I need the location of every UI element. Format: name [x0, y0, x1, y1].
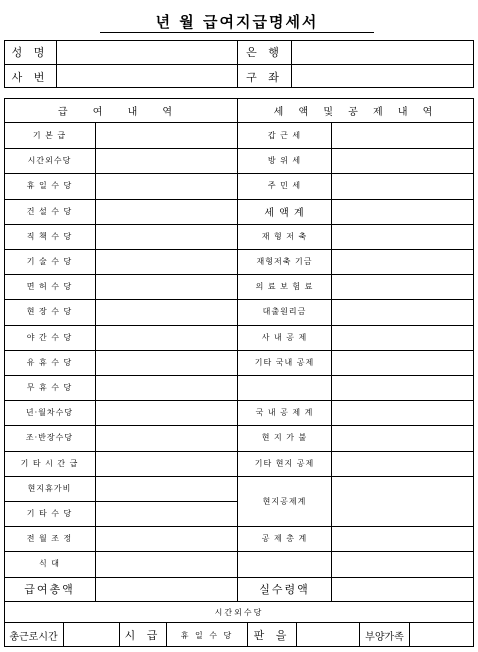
pay-item-label: 건 설 수 당	[26, 207, 73, 216]
pay-item-value[interactable]	[96, 274, 237, 299]
pay-item-label: 기 본 급	[32, 131, 67, 140]
pay-item-label: 기 타 시 간 급	[20, 459, 79, 468]
name-field[interactable]	[57, 40, 237, 64]
deduction-item-label: 기타 현지 공제	[254, 459, 315, 468]
deduction-item-label: 현지공제계	[262, 496, 307, 506]
deduction-item-value[interactable]	[332, 299, 474, 324]
deduction-item-label: 국 내 공 제 계	[255, 408, 314, 417]
deduction-item-label: 재 형 저 축	[261, 232, 308, 241]
total-hours-label: 총근로시간	[9, 631, 58, 643]
deduction-item-label: 주 민 세	[267, 181, 302, 190]
amount-value[interactable]	[297, 623, 359, 647]
total-hours-value[interactable]	[64, 623, 119, 647]
pay-item-label: 식 대	[39, 559, 60, 568]
deduction-item-label: 사 내 공 제	[261, 333, 308, 342]
pay-item-value[interactable]	[96, 375, 237, 400]
gross-pay-value[interactable]	[96, 577, 237, 601]
deduction-item-label: 현 지 가 불	[261, 433, 308, 442]
pay-item-label: 현 장 수 당	[26, 307, 73, 316]
deduction-item-value[interactable]	[332, 325, 474, 350]
deduction-details-header: 세 액 및 공 제 내 역	[273, 106, 439, 118]
deduction-item-value[interactable]	[332, 400, 474, 425]
deduction-item-value[interactable]	[332, 148, 474, 173]
pay-item-label: 야 간 수 당	[26, 333, 73, 342]
pay-item-value[interactable]	[96, 501, 237, 526]
net-pay-label: 실수령액	[259, 583, 310, 596]
table-rule	[237, 551, 474, 552]
account-field[interactable]	[292, 65, 474, 88]
pay-item-value[interactable]	[96, 350, 237, 375]
pay-item-value[interactable]	[96, 224, 237, 249]
employee-number-label: 사 번	[11, 70, 49, 84]
account-label: 구 좌	[246, 70, 283, 84]
pay-details-header: 급 여 내 역	[57, 106, 184, 118]
deduction-item-value[interactable]	[332, 123, 474, 148]
pay-item-value[interactable]	[96, 148, 237, 173]
overtime-section-label: 시간외수당	[214, 607, 264, 617]
net-pay-value[interactable]	[332, 577, 474, 601]
pay-item-label: 면 허 수 당	[26, 282, 73, 291]
gross-pay-label: 급여총액	[24, 583, 75, 596]
document-title: 년 월 급여지급명세서	[100, 12, 374, 33]
amount-label: 판 을	[253, 629, 291, 642]
employee-number-field[interactable]	[57, 65, 237, 88]
pay-item-value[interactable]	[96, 199, 237, 224]
pay-item-label: 직 책 수 당	[26, 232, 73, 241]
deduction-item-label: 갑 근 세	[267, 131, 302, 140]
dependents-value[interactable]	[410, 623, 474, 647]
pay-item-value[interactable]	[96, 299, 237, 324]
deduction-item-label: 공 제 총 계	[261, 534, 308, 543]
pay-item-value[interactable]	[96, 400, 237, 425]
deduction-item-label: 재형저축 기금	[256, 257, 313, 266]
deduction-item-label	[238, 375, 331, 400]
pay-item-label: 현지휴가비	[27, 484, 72, 493]
holiday-allowance-label: 휴 일 수 당	[180, 630, 234, 640]
deduction-item-value[interactable]	[332, 375, 474, 400]
deduction-item-label: 기타 국내 공제	[254, 358, 315, 367]
pay-item-value[interactable]	[96, 123, 237, 148]
pay-item-label: 기 타 수 당	[26, 509, 73, 518]
deduction-item-value[interactable]	[332, 249, 474, 274]
pay-item-value[interactable]	[96, 551, 237, 576]
pay-item-label: 시간외수당	[27, 156, 72, 165]
pay-item-label: 휴 일 수 당	[26, 181, 73, 190]
deduction-item-label: 대출원리금	[262, 307, 307, 316]
pay-item-label: 조·반장수당	[25, 433, 74, 442]
pay-item-value[interactable]	[96, 173, 237, 198]
deduction-item-value[interactable]	[332, 451, 474, 476]
pay-item-value[interactable]	[96, 476, 237, 501]
deduction-item-label: 세 액 계	[264, 208, 305, 219]
pay-item-value[interactable]	[96, 325, 237, 350]
deduction-item-label: 방 위 세	[267, 156, 302, 165]
name-label: 성 명	[11, 46, 49, 59]
hourly-wage-label: 시 급	[124, 629, 162, 642]
pay-item-label: 무 휴 수 당	[26, 383, 73, 392]
deduction-item-value[interactable]	[332, 425, 474, 450]
deduction-item-value[interactable]	[332, 199, 474, 224]
pay-item-value[interactable]	[96, 451, 237, 476]
pay-item-label: 기 술 수 당	[26, 257, 73, 266]
pay-item-label: 전 월 조 정	[26, 534, 73, 543]
deduction-item-value[interactable]	[332, 173, 474, 198]
deduction-item-value[interactable]	[332, 476, 474, 526]
pay-item-value[interactable]	[96, 249, 237, 274]
deduction-item-label: 의 료 보 험 료	[255, 282, 314, 291]
pay-item-label: 유 휴 수 당	[26, 358, 73, 367]
bank-label: 은 행	[246, 46, 283, 59]
pay-item-value[interactable]	[96, 425, 237, 450]
bank-field[interactable]	[292, 40, 474, 64]
deduction-item-value[interactable]	[332, 350, 474, 375]
pay-item-label: 년·월차수당	[25, 408, 74, 417]
deduction-item-value[interactable]	[332, 526, 474, 551]
dependents-label: 부양가족	[365, 631, 404, 643]
pay-item-value[interactable]	[96, 526, 237, 551]
deduction-item-value[interactable]	[332, 224, 474, 249]
deduction-item-value[interactable]	[332, 274, 474, 299]
